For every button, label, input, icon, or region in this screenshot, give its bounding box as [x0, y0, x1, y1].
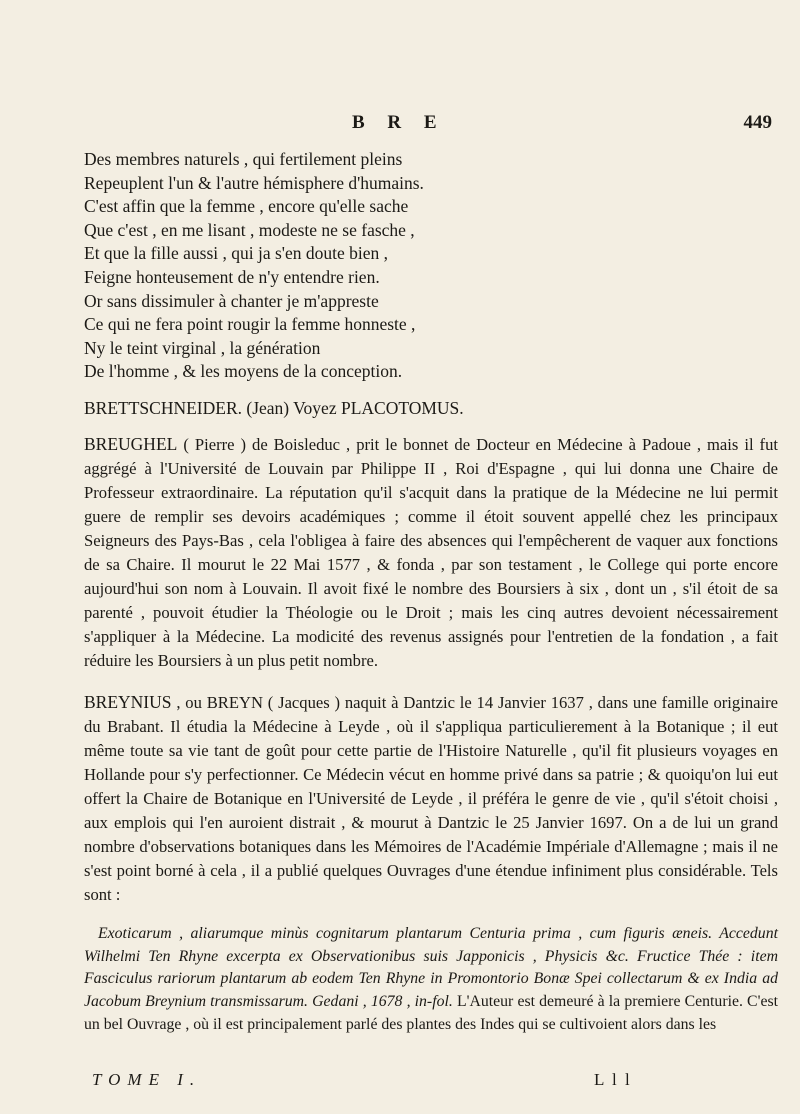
- verse-line: Repeuplent l'un & l'autre hémisphere d'humains.: [84, 172, 424, 193]
- verse-line: Feigne honteusement de n'y entendre rien.: [84, 266, 380, 287]
- entry-body: ( Pierre ) de Boisleduc , prit le bonnet de Docteur en Médecine à Padoue , mais il fut aggrégé à l'Université de Louvain par Philippe II , Roi d'Espagne , qui lui donna une Chaire de Professeur extraordinaire. La réputation qu'il s'acquit dans la pratique de la Médecine ne lui permit guere de remplir ses devoirs académiques ; comme il étoit souvent appellé chez les principaux Seigneurs des Pays-Bas , cela l'obligea à faire des absences qui l'empêcherent de vaquer aux fonctions de sa Chaire. Il mourut le 22 Mai 1577 , & fonda , par son testament , le College qui porte encore aujourd'hui son nom à Louvain. Il avoit fixé le nombre des Boursiers à six , dont un , s'il étoit de sa parenté , pouvoit étudier la Théologie ou le Droit ; mais les cinq autres devoient nécessairement s'appliquer à la Médecine. La modicité des revenus assignés pour l'entretien de la fondation , a fait réduire les Boursiers à un plus petit nombre.: [84, 435, 778, 670]
- entry-breynius: [84, 690, 778, 907]
- verse-quotation: [84, 148, 784, 384]
- verse-line: Que c'est , en me lisant , modeste ne se fasche ,: [84, 219, 415, 240]
- bibliography-title: Exoticarum , aliarumque minùs cognitarum plantarum Centuria prima , cum figuris æneis. Accedunt Wilhelmi Ten Rhyne excerpta ex Observationibus suis Japponicis , Physicis &c. Fructice Thée : item Fasciculus rariorum plantarum ab eodem Ten Rhyne in Promontorio Bonæ Spei collectarum & ex India ad Jacobum Breynium transmissarum. Gedani , 1678 , in-fol.: [84, 925, 778, 1010]
- entry-name: BREUGHEL: [84, 434, 178, 454]
- entry-brettschneider: BRETTSCHNEIDER. (Jean) Voyez PLACOTOMUS.: [84, 398, 464, 418]
- verse-line: Ny le teint virginal , la génération: [84, 337, 321, 358]
- verse-line: De l'homme , & les moyens de la conception.: [84, 361, 403, 382]
- bibliography-item: [84, 923, 778, 1036]
- dictionary-entries: [84, 396, 778, 1052]
- verse-line: Et que la fille aussi , qui ja s'en doute bien ,: [84, 243, 388, 264]
- running-head: B R E: [352, 112, 446, 133]
- bibliography-comment: L'Auteur est demeuré à la premiere Centurie. C'est un bel Ouvrage , où il est principalement parlé des plantes des Indes qui se cultivoient alors dans les: [84, 992, 778, 1033]
- page-header: [0, 112, 800, 140]
- entry-breughel: [84, 432, 778, 673]
- signature-mark: L l l: [594, 1070, 632, 1089]
- entry-name: BREYNIUS: [84, 691, 172, 712]
- verse-line: Ce qui ne fera point rougir la femme honneste ,: [84, 314, 416, 335]
- verse-line: Des membres naturels , qui fertilement pleins: [84, 149, 403, 169]
- verse-line: Or sans dissimuler à chanter je m'appreste: [84, 290, 379, 311]
- volume-mark: TOME I.: [92, 1070, 202, 1089]
- page-footer: [0, 1070, 800, 1100]
- page-number: 449: [743, 112, 772, 133]
- entry-body: , ou BREYN ( Jacques ) naquit à Dantzic le 14 Janvier 1637 , dans une famille originaire du Brabant. Il étudia la Médecine à Leyde , où il s'appliqua particulierement à la Botanique ; il eut même toute sa vie tant de goût pour cette partie de l'Histoire Naturelle , qu'il fit plusieurs voyages en Hollande pour s'y perfectionner. Ce Médecin vécut en homme privé dans sa patrie ; & quoiqu'on lui eut offert la Chaire de Botanique en l'Université de Leyde , il préféra le genre de vie , qu'il s'étoit choisi , aux emplois qui l'en auroient distrait , & mourut à Dantzic le 25 Janvier 1697. On a de lui un grand nombre d'observations botaniques dans les Mémoires de l'Académie Impériale d'Allemagne ; mais il ne s'est point borné à cela , il a publié quelques Ouvrages d'une étendue infiniment plus considérable. Tels sont :: [84, 692, 778, 904]
- verse-line: C'est affin que la femme , encore qu'elle sache: [84, 196, 409, 217]
